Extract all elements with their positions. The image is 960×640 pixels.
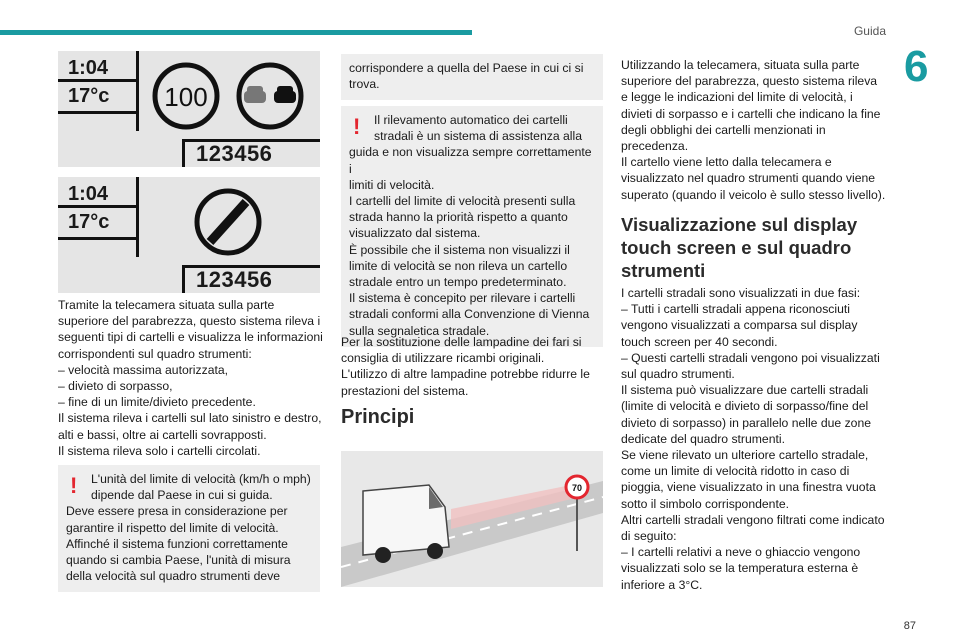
text-line: limite di velocità se non rileva un cartello xyxy=(349,258,568,273)
text-line: (limite di velocità e divieto di sorpasso/fine del xyxy=(621,399,869,414)
section-title: Guida xyxy=(853,24,886,38)
column-2-warning-continued xyxy=(341,54,605,100)
text-line: visualizzati solo se la temperatura esterna è xyxy=(621,561,859,576)
text-line: – Tutti i cartelli stradali appena riconosciuti xyxy=(621,302,850,317)
text-line: sulla segnaletica stradale. xyxy=(349,323,490,338)
text-line: consiglia di utilizzare ricambi originali. xyxy=(341,351,545,366)
heading-line: strumenti xyxy=(621,260,706,281)
text-line: garantire il rispetto del limite di velocità. xyxy=(66,520,279,535)
text-line: corrispondenti sul quadro strumenti: xyxy=(58,346,252,361)
text-line: seguenti tipi di cartelli e visualizza le informazioni xyxy=(58,330,323,345)
text-line: divieto di sorpasso) in parallelo nelle due zone xyxy=(621,415,871,430)
end-of-restriction-sign-icon xyxy=(188,187,268,257)
svg-text:100: 100 xyxy=(164,82,208,112)
warning-exclamation-icon: ! xyxy=(353,114,361,139)
no-overtaking-sign-icon xyxy=(230,61,310,131)
text-line: Se viene rilevato un ulteriore cartello stradale, xyxy=(621,448,869,463)
text-line: superiore del parabrezza, questo sistema rileva i xyxy=(58,314,321,329)
page-number: 87 xyxy=(903,620,916,632)
heading-line: Visualizzazione sul display xyxy=(621,214,858,235)
cluster-display-speed-limit xyxy=(58,51,320,167)
text-line: superiore del parabrezza, questo sistema rileva xyxy=(621,74,878,89)
text-line: prestazioni del sistema. xyxy=(341,383,469,398)
text-line: stradali è un sistema di assistenza alla xyxy=(374,129,582,144)
odometer-readout: 123456 xyxy=(196,141,273,166)
temperature-readout: 17°c xyxy=(68,85,110,107)
text-line: Il sistema rileva solo i cartelli circolati. xyxy=(58,443,261,458)
text-line: degli obblighi dei cartelli menzionati in xyxy=(621,122,826,137)
text-line: Utilizzando la telecamera, situata sulla parte xyxy=(621,58,860,72)
odometer-readout: 123456 xyxy=(196,267,273,292)
van-icon xyxy=(363,485,449,563)
text-line: Il sistema può visualizzare due cartelli stradali xyxy=(621,383,869,398)
warning-box xyxy=(58,465,324,592)
column-1-text xyxy=(58,297,324,459)
text-line: visualizzato dal sistema. xyxy=(349,226,481,241)
clock-readout: 1:04 xyxy=(68,57,109,79)
column-2-text xyxy=(341,334,605,399)
heading-visualizzazione xyxy=(621,213,887,282)
text-line: quando si cambia Paese, l'unità di misura xyxy=(66,553,291,568)
text-line: Affinché il sistema funzioni correttamente xyxy=(66,536,288,551)
text-line: I cartelli del limite di velocità presenti sulla xyxy=(349,194,576,209)
text-line: guida e non visualizza sempre correttamente i xyxy=(349,145,592,176)
speed-limit-sign-icon xyxy=(146,61,226,131)
text-line: come un limite di velocità ridotto in caso di xyxy=(621,464,850,479)
heading-line: touch screen e sul quadro xyxy=(621,237,852,258)
text-line: L'unità del limite di velocità (km/h o mph) xyxy=(91,472,311,486)
text-line: dedicate del quadro strumenti. xyxy=(621,431,785,446)
text-line: Il sistema è concepito per rilevare i cartelli xyxy=(349,291,576,306)
text-line: È possibile che il sistema non visualizzi il xyxy=(349,242,570,257)
text-line: sotto il simbolo corrispondente. xyxy=(621,496,790,511)
text-line: Il sistema rileva i cartelli sul lato sinistro e destro, xyxy=(58,411,322,426)
text-line: Tramite la telecamera situata sulla parte xyxy=(58,298,275,312)
speed-sign-value: 70 xyxy=(571,483,583,493)
text-line: – divieto di sorpasso, xyxy=(58,379,173,394)
text-line: visualizzato nel quadro strumenti quando viene xyxy=(621,171,876,186)
text-line: I cartelli stradali sono visualizzati in due fasi: xyxy=(621,286,861,300)
clock-readout: 1:04 xyxy=(68,183,109,205)
text-line: precedenza. xyxy=(621,139,689,154)
text-line: limiti di velocità. xyxy=(349,177,435,192)
column-3-intro xyxy=(621,57,887,203)
text-line: strada hanno la priorità rispetto a quanto xyxy=(349,210,568,225)
text-line: – Questi cartelli stradali vengono poi visualizzati xyxy=(621,350,880,365)
text-line: corrispondere a quella del Paese in cui ci si xyxy=(349,61,584,75)
text-line: trova. xyxy=(349,77,380,92)
temperature-readout: 17°c xyxy=(68,211,110,233)
text-line: Altri cartelli stradali vengono filtrati come indicato xyxy=(621,512,885,527)
text-line: Il rilevamento automatico dei cartelli xyxy=(374,113,568,127)
text-line: vengono visualizzati a comparsa sul display xyxy=(621,318,858,333)
text-line: alti e bassi, oltre ai cartelli sovrapposti. xyxy=(58,427,267,442)
text-line: di seguito: xyxy=(621,529,677,544)
text-line: sul quadro strumenti. xyxy=(621,367,735,382)
van-sign-illustration xyxy=(341,451,603,587)
text-line: divieti di sorpasso e i cartelli che indicano la fine xyxy=(621,106,881,121)
text-line: – I cartelli relativi a neve o ghiaccio vengono xyxy=(621,545,861,560)
text-line: stradale entro un tempo predeterminato. xyxy=(349,275,567,290)
text-line: della velocità sul quadro strumenti deve xyxy=(66,569,281,584)
warning-exclamation-icon: ! xyxy=(70,473,78,498)
text-line: – fine di un limite/divieto precedente. xyxy=(58,395,256,410)
cluster-display-end-restriction xyxy=(58,177,320,293)
text-line: touch screen per 40 secondi. xyxy=(621,334,778,349)
text-line: e legge le indicazioni del limite di velocità, i xyxy=(621,90,853,105)
warning-box xyxy=(341,106,605,347)
chapter-number: 6 xyxy=(904,42,929,91)
text-line: L'utilizzo di altre lampadine potrebbe ridurre le xyxy=(341,367,590,382)
text-line: Il cartello viene letto dalla telecamera e xyxy=(621,155,832,170)
text-line: dipende dal Paese in cui si guida. xyxy=(91,488,273,503)
text-line: pioggia, viene visualizzato in una finestra vuota xyxy=(621,480,876,495)
text-line: inferiore a 3°C. xyxy=(621,577,703,592)
text-line: – velocità massima autorizzata, xyxy=(58,362,229,377)
text-line: superato (quando il veicolo è sullo stesso livello). xyxy=(621,187,886,202)
text-line: Per la sostituzione delle lampadine dei fari si xyxy=(341,335,582,349)
text-line: stradali conformi alla Convenzione di Vienna xyxy=(349,307,590,322)
text-line: Deve essere presa in considerazione per xyxy=(66,504,288,519)
heading-principi: Principi xyxy=(341,406,415,428)
column-3-body xyxy=(621,285,887,593)
top-accent-bar xyxy=(0,30,472,35)
